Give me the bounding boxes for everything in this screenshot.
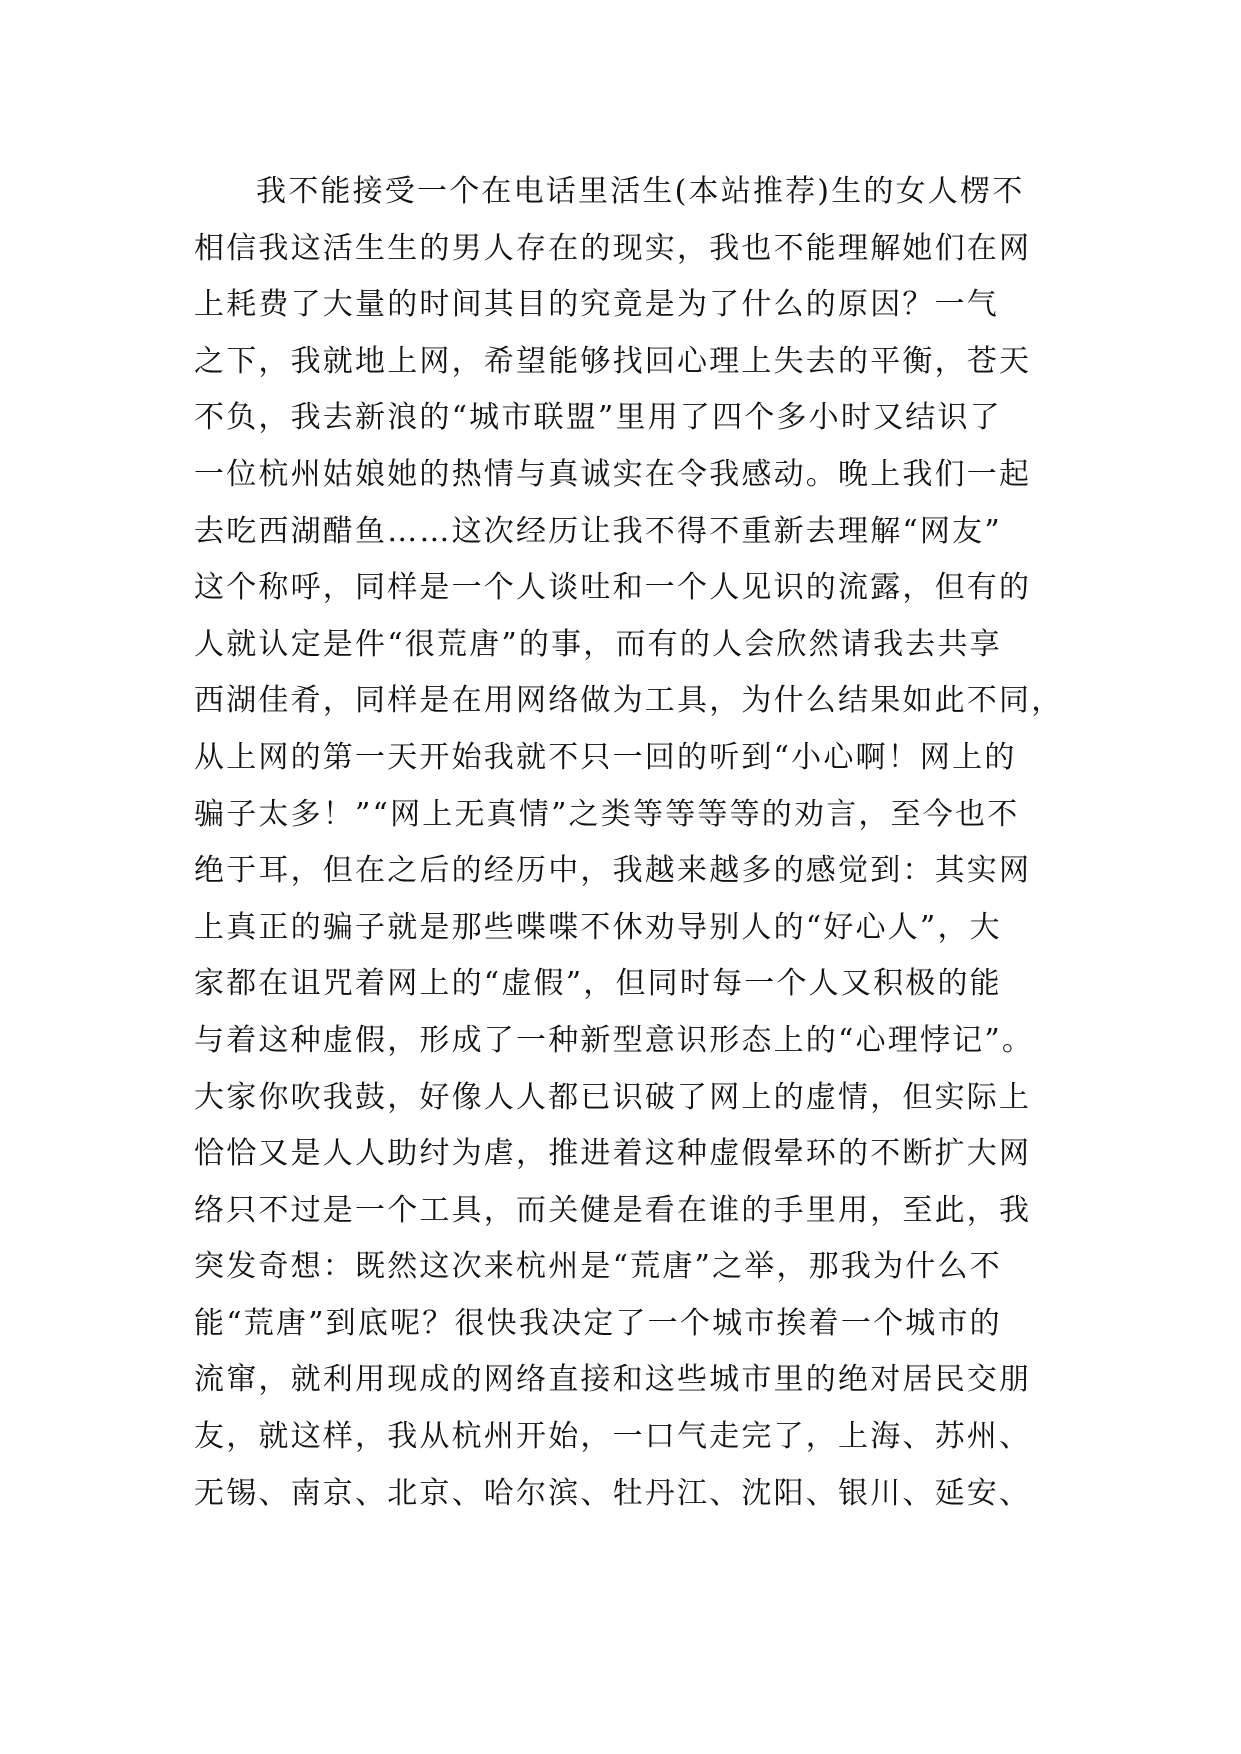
text-line-10: 西湖佳肴，同样是在用网络做为工具，为什么结果如此不同，	[194, 683, 1064, 719]
text-line-22: 流窜，就利用现成的网络直接和这些城市里的绝对居民交朋	[194, 1362, 1032, 1398]
text-line-20: 突发奇想：既然这次来杭州是“荒唐”之举，那我为什么不	[194, 1249, 1002, 1285]
text-line-8: 这个称呼，同样是一个人谈吐和一个人见识的流露，但有的	[194, 570, 1032, 606]
text-line-16: 与着这种虚假，形成了一种新型意识形态上的“心理悖记”。	[194, 1022, 1035, 1058]
text-line-17: 大家你吹我鼓，好像人人都已识破了网上的虚情，但实际上	[194, 1079, 1032, 1115]
text-line-3: 上耗费了大量的时间其目的究竟是为了什么的原因？一气	[194, 287, 999, 323]
text-line-19: 络只不过是一个工具，而关健是看在谁的手里用，至此，我	[194, 1192, 1032, 1228]
text-line-14: 上真正的骗子就是那些喋喋不休劝导别人的“好心人”，大	[194, 909, 1002, 945]
text-line-18: 恰恰又是人人助纣为虐，推进着这种虚假晕环的不断扩大网	[194, 1136, 1032, 1172]
text-line-1: 我不能接受一个在电话里活生(本站推荐)生的女人楞不	[256, 174, 1025, 209]
text-line-21: 能“荒唐”到底呢？很快我决定了一个城市挨着一个城市的	[194, 1305, 1002, 1341]
text-line-24: 无锡、南京、北京、哈尔滨、牡丹江、沈阳、银川、延安、	[194, 1475, 1032, 1511]
text-line-23: 友，就这样，我从杭州开始，一口气走完了，上海、苏州、	[194, 1419, 1032, 1455]
text-line-9: 人就认定是件“很荒唐”的事，而有的人会欣然请我去共享	[194, 626, 1002, 662]
text-line-4: 之下，我就地上网，希望能够找回心理上失去的平衡，苍天	[194, 343, 1032, 379]
text-line-6: 一位杭州姑娘她的热情与真诚实在令我感动。晚上我们一起	[194, 456, 1032, 492]
text-line-2: 相信我这活生生的男人存在的现实，我也不能理解她们在网	[194, 230, 1032, 266]
text-line-7: 去吃西湖醋鱼……这次经历让我不得不重新去理解“网友”	[194, 513, 1002, 549]
text-line-11: 从上网的第一天开始我就不只一回的听到“小心啊！网上的	[194, 739, 1017, 775]
text-line-13: 绝于耳，但在之后的经历中，我越来越多的感觉到：其实网	[194, 853, 1032, 889]
text-line-5: 不负，我去新浪的“城市联盟”里用了四个多小时又结识了	[194, 400, 1002, 436]
body-text	[194, 164, 1074, 1522]
text-line-15: 家都在诅咒着网上的“虚假”，但同时每一个人又积极的能	[194, 966, 1002, 1002]
text-line-12: 骗子太多！”“网上无真情”之类等等等等的劝言，至今也不	[194, 796, 1020, 832]
